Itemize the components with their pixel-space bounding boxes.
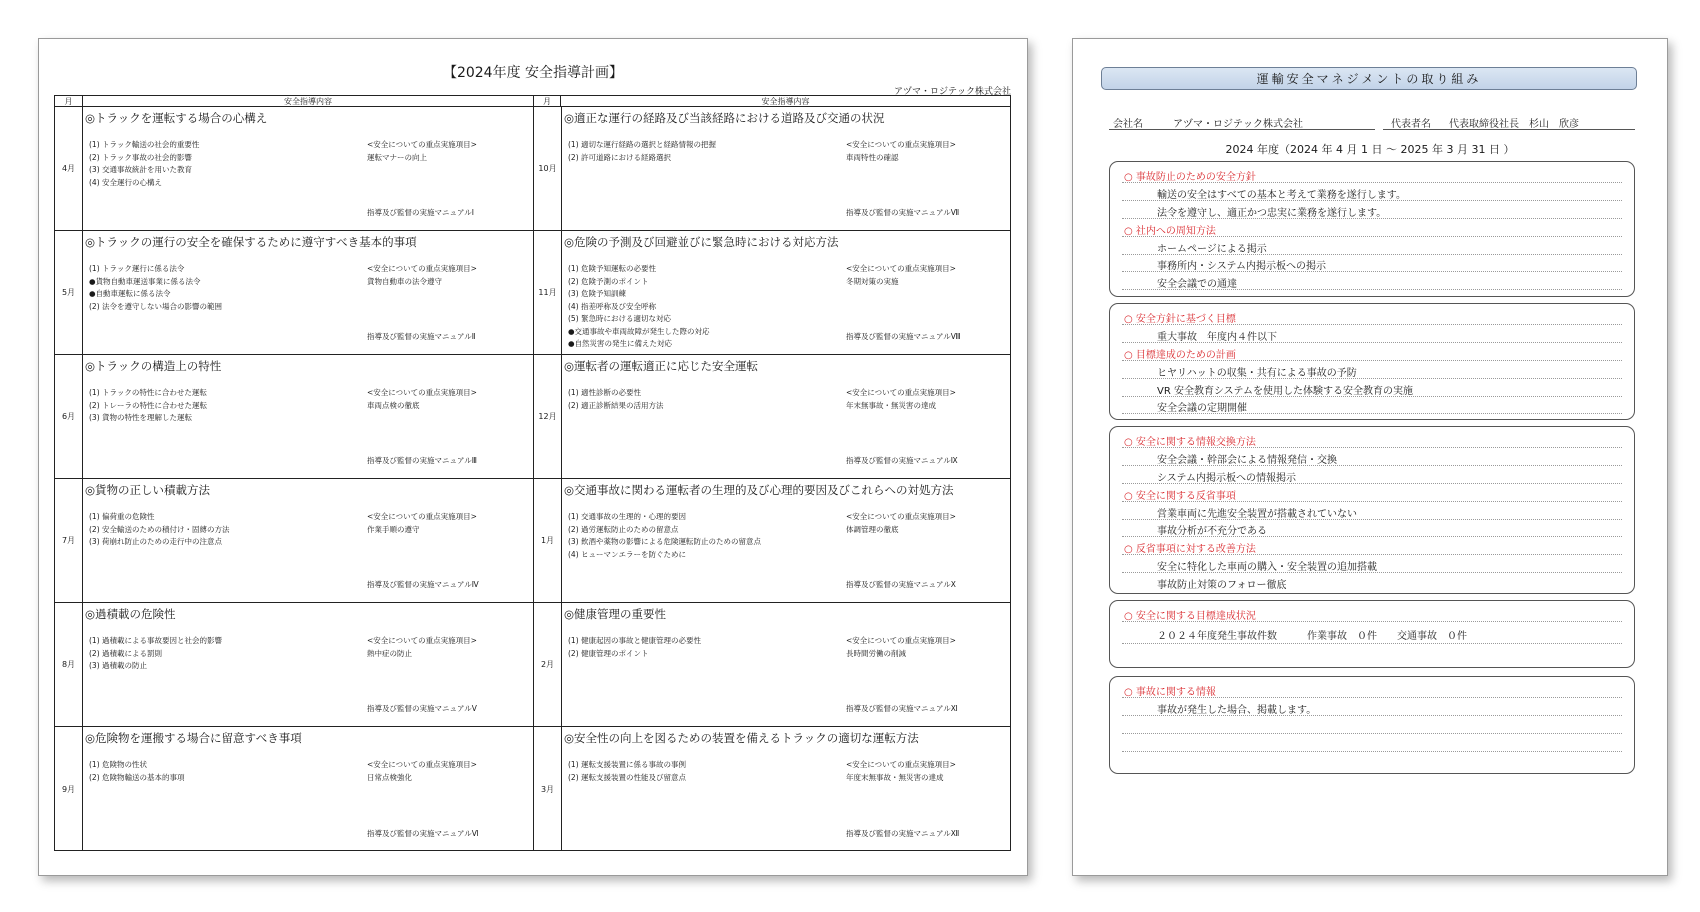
goal-box (1109, 303, 1635, 420)
plan-cell (534, 231, 1011, 355)
focus-line: <安全についての重点実施項目> (367, 760, 477, 769)
goal-heading: ○ 安全方針に基づく目標 (1124, 314, 1236, 325)
exchange-line: システム内掲示板への情報掲示 (1157, 473, 1296, 484)
plan-company: アヅマ・ロジテック株式会社 (893, 87, 1011, 97)
focus-line: 日常点検強化 (367, 772, 412, 782)
rule (1122, 536, 1622, 537)
rep-label: 代表者名 (1391, 119, 1431, 130)
company-name: アヅマ・ロジテック株式会社 (1173, 119, 1303, 130)
header-month-left: 月 (55, 96, 83, 107)
manual-reference: 指導及び監督の実施マニュアルⅥ (367, 829, 479, 838)
plan-cell (55, 727, 533, 851)
improvement-line: 安全に特化した車両の購入・安全装置の追加搭載 (1157, 562, 1377, 573)
plan-topic-title: ◎危険物を運搬する場合に留意すべき事項 (85, 731, 302, 745)
focus-line: 体調管理の徹底 (846, 524, 899, 534)
rule (1122, 643, 1622, 644)
header-content-left: 安全指導内容 (83, 96, 533, 107)
plan-item: (3) 飲酒や薬物の影響による危険運転防止のための留意点 (568, 537, 762, 546)
plan-item: (2) トラック事故の社会的影響 (89, 152, 192, 162)
achievement-line: ２０２４年度発生事故件数 作業事故 ０件 交通事故 ０件 (1157, 631, 1467, 642)
month-label: 1月 (534, 479, 562, 602)
plan-cell-body (564, 479, 1007, 602)
focus-line: 長時間労働の削減 (846, 648, 906, 658)
rule (1122, 572, 1622, 573)
plan-item: (2) 法令を遵守しない場合の影響の範囲 (89, 301, 223, 311)
focus-line: <安全についての重点実施項目> (846, 512, 956, 521)
plan-item: (2) 危険物輸送の基本的事項 (89, 772, 185, 782)
manual-reference: 指導及び監督の実施マニュアルⅦ (846, 208, 960, 217)
accident-info-box (1109, 676, 1635, 774)
plan-item: (3) 交通事故統計を用いた教育 (89, 165, 193, 174)
policy-line: 法令を遵守し、適正かつ忠実に業務を遂行します。 (1157, 208, 1387, 219)
plan-topic-title: ◎交通事故に関わる運転者の生理的及び心理的要因及びこれらへの対処方法 (564, 483, 954, 497)
month-label: 8月 (55, 603, 83, 726)
rule (1122, 519, 1622, 520)
plan-item-list (568, 387, 664, 412)
plan-item: (1) トラックの特性に合わせた運転 (89, 388, 207, 397)
plan-item: (1) 適切な運行経路の選択と経路情報の把握 (568, 140, 717, 149)
focus-line: <安全についての重点実施項目> (367, 636, 477, 645)
exchange-line: 安全会議・幹部会による情報発信・交換 (1157, 455, 1337, 466)
company-underline (1109, 129, 1375, 130)
month-label: 6月 (55, 355, 83, 478)
focus-line: <安全についての重点実施項目> (846, 636, 956, 645)
focus-line: 貨物自動車の法令遵守 (367, 276, 442, 286)
rule (1122, 715, 1622, 716)
rule (1122, 289, 1622, 290)
plan-topic-title: ◎適正な運行の経路及び当該経路における道路及び交通の状況 (564, 111, 885, 125)
accident-line: 事故が発生した場合、掲載します。 (1157, 705, 1317, 716)
manual-reference: 指導及び監督の実施マニュアルⅠ (367, 208, 474, 217)
notice-line: ホームページによる掲示 (1157, 244, 1267, 255)
focus-line: <安全についての重点実施項目> (846, 760, 956, 769)
reflection-line: 営業車両に先進安全装置が搭載されていない (1157, 509, 1357, 520)
focus-line: 熱中症の防止 (367, 648, 412, 658)
rule (1122, 554, 1622, 555)
plan-cell (55, 603, 533, 727)
plan-topic-title: ◎運転者の運転適正に応じた安全運転 (564, 359, 759, 373)
plan-item: ●自然災害の発生に備えた対応 (568, 339, 673, 348)
manual-reference: 指導及び監督の実施マニュアルⅩ (846, 580, 956, 589)
plan-cell-body (85, 355, 529, 478)
focus-items (846, 263, 956, 288)
rule (1122, 396, 1622, 397)
rule (1122, 324, 1622, 325)
plan-item-list (89, 387, 207, 425)
rule (1122, 697, 1622, 698)
focus-items (846, 511, 956, 536)
rule (1122, 483, 1622, 484)
plan-cell (55, 479, 533, 603)
plan-topic-title: ◎トラックを運転する場合の心構え (85, 111, 268, 125)
focus-line: 運転マナーの向上 (367, 152, 427, 162)
accident-heading: ○ 事故に関する情報 (1124, 687, 1216, 698)
plan-item: (1) 交通事故の生理的・心理的要因 (568, 512, 687, 521)
plan-item: (1) 健康起因の事故と健康管理の必要性 (568, 636, 702, 645)
plan-cell-body (85, 603, 529, 726)
plan-item-list (568, 139, 716, 164)
plan-item: (3) 荷崩れ防止のための走行中の注意点 (89, 537, 223, 546)
month-label: 11月 (534, 231, 562, 354)
plan-item: ●貨物自動車運送事業に係る法令 (89, 276, 201, 286)
plan-item: (2) 危険予測のポイント (568, 276, 649, 286)
company-label: 会社名 (1113, 119, 1143, 130)
manual-reference: 指導及び監督の実施マニュアルⅡ (367, 332, 476, 341)
plan-item: (3) 過積載の防止 (89, 661, 148, 670)
rule (1122, 465, 1622, 466)
plan-table (54, 95, 1011, 851)
plan-cell (534, 727, 1011, 851)
plan-topic-title: ◎貨物の正しい積載方法 (85, 483, 211, 497)
plan-line: VR 安全教育システムを使用した体験する安全教育の実施 (1157, 386, 1413, 397)
focus-items (367, 759, 477, 784)
plan-item: (2) トレーラの特性に合わせた運転 (89, 400, 208, 410)
plan-cell-body (564, 727, 1007, 851)
mgmt-title: 運輸安全マネジメントの取り組み (1101, 67, 1637, 90)
plan-item: (3) 貨物の特性を理解した運転 (89, 413, 193, 422)
focus-line: <安全についての重点実施項目> (367, 512, 477, 521)
focus-items (846, 635, 956, 660)
focus-items (367, 139, 477, 164)
plan-item: (1) 運転支援装置に係る事故の事例 (568, 760, 687, 769)
notice-line: 事務所内・システム内掲示板への掲示 (1157, 261, 1326, 272)
plan-item-list (89, 139, 199, 189)
plan-item-list (568, 511, 761, 561)
policy-line: 輸送の安全はすべての基本と考えて業務を遂行します。 (1157, 190, 1406, 201)
plan-item: ●交通事故や車両故障が発生した際の対応 (568, 326, 710, 336)
plan-cell (534, 355, 1011, 479)
month-label: 7月 (55, 479, 83, 602)
plan-item: (2) 過労運転防止のための留意点 (568, 524, 679, 534)
header-content-right: 安全指導内容 (561, 96, 1010, 107)
safety-plan-sheet (38, 38, 1028, 876)
plan-item-list (568, 635, 701, 660)
focus-items (846, 759, 956, 784)
manual-reference: 指導及び監督の実施マニュアルⅤ (367, 704, 477, 713)
plan-right-column (533, 96, 1011, 850)
rule (1122, 501, 1622, 502)
plan-topic-title: ◎トラックの運行の安全を確保するために遵守すべき基本的事項 (85, 235, 417, 249)
fiscal-period: 2024 年度（2024 年 4 月 1 日 ～ 2025 年 3 月 31 日 ） (1225, 143, 1515, 156)
plan-cell (534, 479, 1011, 603)
month-label: 10月 (534, 107, 562, 230)
achievement-heading: ○ 安全に関する目標達成状況 (1124, 611, 1256, 622)
plan-item-list (89, 635, 222, 673)
focus-items (367, 511, 477, 536)
goal-line: 重大事故 年度内４件以下 (1157, 332, 1277, 343)
rule (1122, 182, 1622, 183)
focus-line: 車両特性の確認 (846, 152, 899, 162)
focus-line: <安全についての重点実施項目> (367, 388, 477, 397)
rule (1122, 413, 1622, 414)
plan-topic-title: ◎安全性の向上を図るための装置を備えるトラックの適切な運転方法 (564, 731, 919, 745)
rule (1122, 200, 1622, 201)
month-label: 3月 (534, 727, 562, 851)
month-label: 5月 (55, 231, 83, 354)
plan-cell-body (85, 107, 529, 230)
policy-heading: ○ 事故防止のための安全方針 (1124, 172, 1256, 183)
plan-item-list (89, 511, 230, 549)
plan-item-list (568, 759, 686, 784)
focus-items (367, 263, 477, 288)
plan-item: (2) 過積載による罰則 (89, 648, 163, 658)
plan-item: (2) 安全輸送のための積付け・固縛の方法 (89, 524, 230, 534)
plan-cell-body (564, 603, 1007, 726)
plan-topic-title: ◎過積載の危険性 (85, 607, 176, 621)
rule (1122, 621, 1622, 622)
rule (1122, 751, 1622, 752)
focus-line: 作業手順の遵守 (367, 524, 420, 534)
rule (1122, 236, 1622, 237)
plan-cell (534, 107, 1011, 231)
plan-topic-title: ◎トラックの構造上の特性 (85, 359, 222, 373)
plan-line: 安全会議の定期開催 (1157, 403, 1247, 414)
plan-cell (55, 107, 533, 231)
reflection-heading: ○ 安全に関する反省事項 (1124, 491, 1236, 502)
plan-item: (2) 運転支援装置の性能及び留意点 (568, 772, 687, 782)
plan-item: (1) 過積載による事故要因と社会的影響 (89, 636, 223, 645)
plan-cell-body (85, 231, 529, 354)
plan-item: (4) 指差呼称及び安全呼称 (568, 301, 657, 311)
plan-item: (1) 適性診断の必要性 (568, 388, 642, 397)
month-label: 2月 (534, 603, 562, 726)
improvement-line: 事故防止対策のフォロー徹底 (1157, 580, 1287, 591)
manual-reference: 指導及び監督の実施マニュアルⅫ (846, 829, 960, 838)
reflection-line: 事故分析が不充分である (1157, 526, 1267, 537)
plan-item: (1) 危険予知運転の必要性 (568, 264, 657, 273)
focus-items (846, 387, 956, 412)
plan-line: ヒヤリハットの収集・共有による事故の予防 (1157, 368, 1357, 379)
focus-line: <安全についての重点実施項目> (846, 388, 956, 397)
focus-items (367, 387, 477, 412)
info-exchange-box (1109, 426, 1635, 594)
focus-line: 年度末無事故・無災害の達成 (846, 772, 944, 782)
rule (1122, 447, 1622, 448)
plan-item: (1) 偏荷重の危険性 (89, 512, 155, 521)
plan-item-list (89, 759, 185, 784)
month-label: 4月 (55, 107, 83, 230)
manual-reference: 指導及び監督の実施マニュアルⅨ (846, 456, 958, 465)
notice-line: 安全会議での通達 (1157, 279, 1237, 290)
plan-cell (55, 231, 533, 355)
month-label: 12月 (534, 355, 562, 478)
rule (1122, 271, 1622, 272)
achievement-box (1109, 600, 1635, 668)
plan-topic-title: ◎健康管理の重要性 (564, 607, 667, 621)
manual-reference: 指導及び監督の実施マニュアルⅧ (846, 332, 961, 341)
focus-items (367, 635, 477, 660)
manual-reference: 指導及び監督の実施マニュアルⅪ (846, 704, 958, 713)
rule (1122, 218, 1622, 219)
plan-heading: ○ 目標達成のための計画 (1124, 350, 1236, 361)
month-label: 9月 (55, 727, 83, 851)
plan-cell-body (564, 355, 1007, 478)
plan-cell-body (85, 479, 529, 602)
notice-heading: ○ 社内への周知方法 (1124, 226, 1216, 237)
rule (1122, 733, 1622, 734)
focus-line: 年末無事故・無災害の達成 (846, 400, 936, 410)
plan-topic-title: ◎危険の予測及び回避並びに緊急時における対応方法 (564, 235, 839, 249)
plan-item-list (568, 263, 710, 351)
plan-cell-body (564, 107, 1007, 230)
focus-line: <安全についての重点実施項目> (846, 264, 956, 273)
rule (1122, 342, 1622, 343)
plan-item: (1) トラック輸送の社会的重要性 (89, 140, 200, 149)
safety-management-sheet (1072, 38, 1668, 876)
improvement-heading: ○ 反省事項に対する改善方法 (1124, 544, 1256, 555)
exchange-heading: ○ 安全に関する情報交換方法 (1124, 437, 1256, 448)
plan-title: 【2024年度 安全指導計画】 (442, 65, 624, 81)
plan-left-column (55, 96, 533, 850)
plan-cell-body (85, 727, 529, 851)
focus-line: <安全についての重点実施項目> (846, 140, 956, 149)
policy-box (1109, 161, 1635, 297)
rep-name: 代表取締役社長 杉山 欣彦 (1449, 119, 1579, 130)
plan-cell (55, 355, 533, 479)
plan-item: ●自動車運転に係る法令 (89, 289, 171, 298)
plan-item: (2) 許可道路における経路選択 (568, 152, 672, 162)
focus-line: <安全についての重点実施項目> (367, 264, 477, 273)
plan-item: (1) 危険物の性状 (89, 760, 148, 769)
rep-underline (1383, 129, 1635, 130)
manual-reference: 指導及び監督の実施マニュアルⅢ (367, 456, 477, 465)
focus-line: 車両点検の徹底 (367, 400, 420, 410)
plan-item: (4) ヒューマンエラーを防ぐために (568, 549, 687, 559)
plan-cell (534, 603, 1011, 727)
plan-item: (3) 危険予知訓練 (568, 289, 627, 298)
focus-line: 冬期対策の実施 (846, 276, 899, 286)
manual-reference: 指導及び監督の実施マニュアルⅣ (367, 580, 479, 589)
plan-item: (4) 安全運行の心構え (89, 177, 163, 187)
rule (1122, 360, 1622, 361)
plan-cell-body (564, 231, 1007, 354)
plan-item: (5) 緊急時における適切な対応 (568, 314, 672, 323)
header-month-right: 月 (533, 96, 561, 107)
rule (1122, 378, 1622, 379)
rule (1122, 254, 1622, 255)
focus-line: <安全についての重点実施項目> (367, 140, 477, 149)
plan-item-list (89, 263, 222, 313)
focus-items (846, 139, 956, 164)
plan-item: (1) トラック運行に係る法令 (89, 264, 185, 273)
plan-item: (2) 健康管理のポイント (568, 648, 649, 658)
plan-item: (2) 適正診断結果の活用方法 (568, 400, 664, 410)
